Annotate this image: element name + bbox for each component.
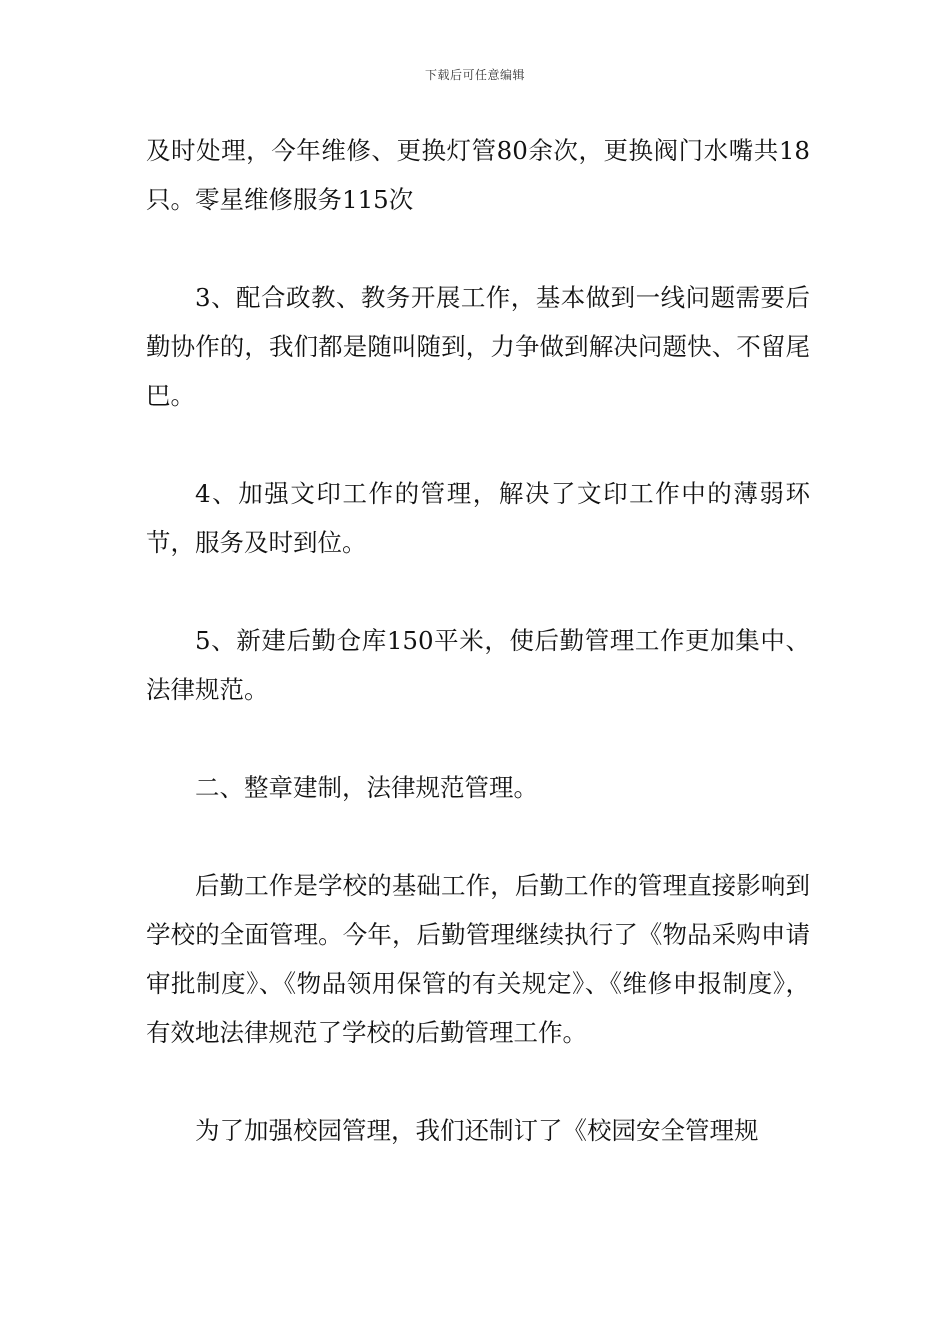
paragraph-item-3: 3、配合政教、教务开展工作，基本做到一线问题需要后勤协作的，我们都是随叫随到，力争做到解决问题快、不留尾巴。 <box>146 283 810 410</box>
paragraph-logistics-management: 后勤工作是学校的基础工作，后勤工作的管理直接影响到学校的全面管理。今年，后勤管理继续执行了《物品采购申请审批制度》、《物品领用保管的有关规定》、《维修申报制度》，有效地法律规范了学校的后勤管理工作。 <box>146 871 810 1047</box>
paragraph-item-4: 4、加强文印工作的管理，解决了文印工作中的薄弱环节，服务及时到位。 <box>146 479 810 557</box>
page-header-note: 下载后可任意编辑 <box>424 68 525 82</box>
paragraph-item-5: 5、新建后勤仓库150平米，使后勤管理工作更加集中、法律规范。 <box>146 626 810 704</box>
section-heading-two: 二、整章建制，法律规范管理。 <box>195 773 538 802</box>
paragraph-repairs-continued: 及时处理，今年维修、更换灯管80余次，更换阀门水嘴共18只。零星维修服务115次 <box>146 136 810 214</box>
document-body <box>146 126 810 1155</box>
paragraph-campus-management: 为了加强校园管理，我们还制订了《校园安全管理规 <box>195 1116 759 1145</box>
